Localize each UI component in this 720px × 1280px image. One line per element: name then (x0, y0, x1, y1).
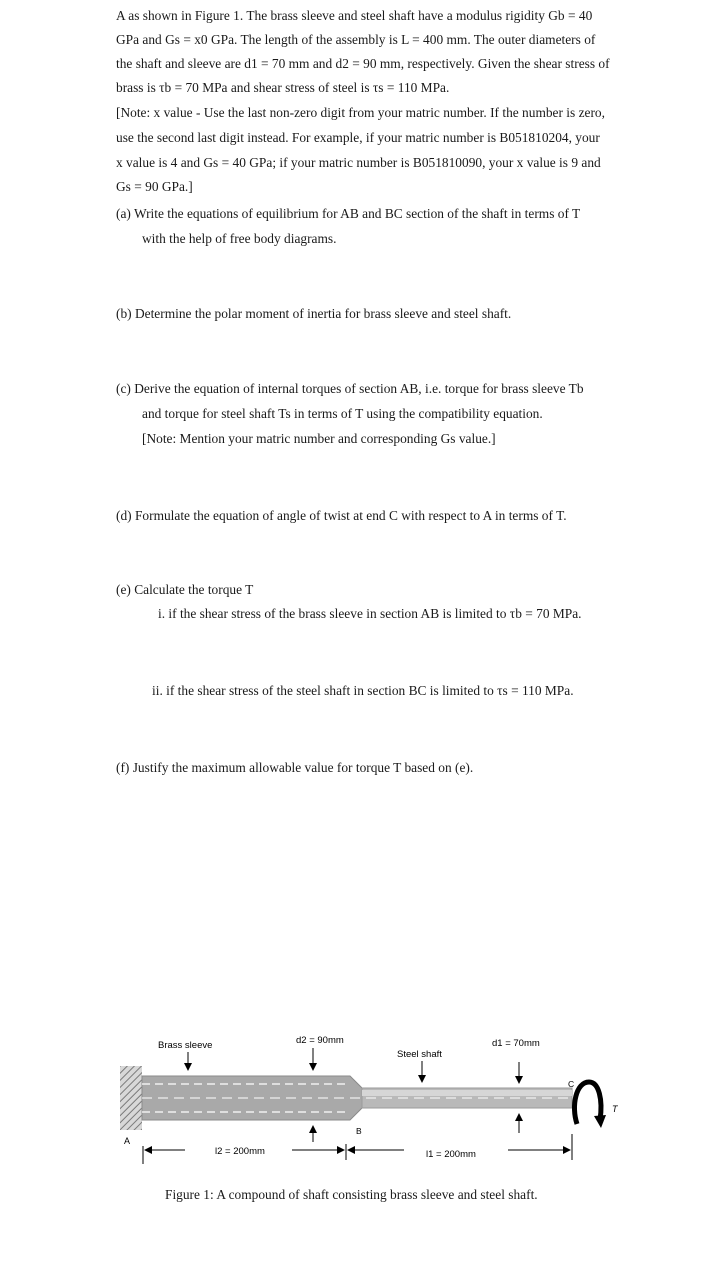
intro-line-2: GPa and Gs = x0 GPa. The length of the assembly is L = 400 mm. The outer diameters of (116, 32, 596, 47)
figure-caption: Figure 1: A compound of shaft consisting brass sleeve and steel shaft. (165, 1187, 538, 1202)
l2-label: l2 = 200mm (215, 1146, 265, 1157)
question-b: (b) Determine the polar moment of inertia for brass sleeve and steel shaft. (116, 306, 512, 321)
note-line-4: Gs = 90 GPa.] (116, 179, 193, 194)
point-b: B (356, 1126, 362, 1136)
point-c: C (568, 1079, 575, 1089)
fixed-wall (120, 1066, 142, 1130)
question-c-line-1: (c) Derive the equation of internal torques of section AB, i.e. torque for brass sleeve Tb (116, 381, 584, 396)
note-line-3: x value is 4 and Gs = 40 GPa; if your matric number is B051810090, your x value is 9 and (116, 155, 601, 170)
question-a-line-2: with the help of free body diagrams. (142, 231, 337, 246)
intro-line-4: brass is τb = 70 MPa and shear stress of steel is τs = 110 MPa. (116, 80, 450, 95)
d2-label: d2 = 90mm (296, 1035, 344, 1046)
question-a-line-1: (a) Write the equations of equilibrium for AB and BC section of the shaft in terms of T (116, 206, 581, 221)
brass-sleeve-label: Brass sleeve (158, 1040, 213, 1051)
note-line-1: [Note: x value - Use the last non-zero digit from your matric number. If the number is zero, (116, 105, 605, 120)
point-a: A (124, 1136, 131, 1146)
d1-label: d1 = 70mm (492, 1038, 540, 1049)
question-d: (d) Formulate the equation of angle of twist at end C with respect to A in terms of T. (116, 508, 567, 523)
question-c-line-2: and torque for steel shaft Ts in terms of T using the compatibility equation. (142, 406, 543, 421)
torque-label: T (612, 1104, 618, 1114)
question-e: (e) Calculate the torque T (116, 582, 254, 597)
l1-label: l1 = 200mm (426, 1149, 476, 1160)
question-f: (f) Justify the maximum allowable value for torque T based on (e). (116, 760, 474, 775)
intro-line-1: A as shown in Figure 1. The brass sleeve and steel shaft have a modulus rigidity Gb = 40 (116, 8, 593, 23)
question-e-ii: ii. if the shear stress of the steel shaft in section BC is limited to τs = 110 MPa. (152, 683, 574, 698)
note-line-2: use the second last digit instead. For example, if your matric number is B051810204, your (116, 130, 600, 145)
question-e-i: i. if the shear stress of the brass sleeve in section AB is limited to τb = 70 MPa. (158, 606, 582, 621)
intro-line-3: the shaft and sleeve are d1 = 70 mm and d2 = 90 mm, respectively. Given the shear stress of (116, 56, 610, 71)
figure-1-diagram (0, 1030, 720, 1210)
question-c-line-3: [Note: Mention your matric number and corresponding Gs value.] (142, 431, 496, 446)
steel-shaft-label: Steel shaft (397, 1049, 442, 1060)
